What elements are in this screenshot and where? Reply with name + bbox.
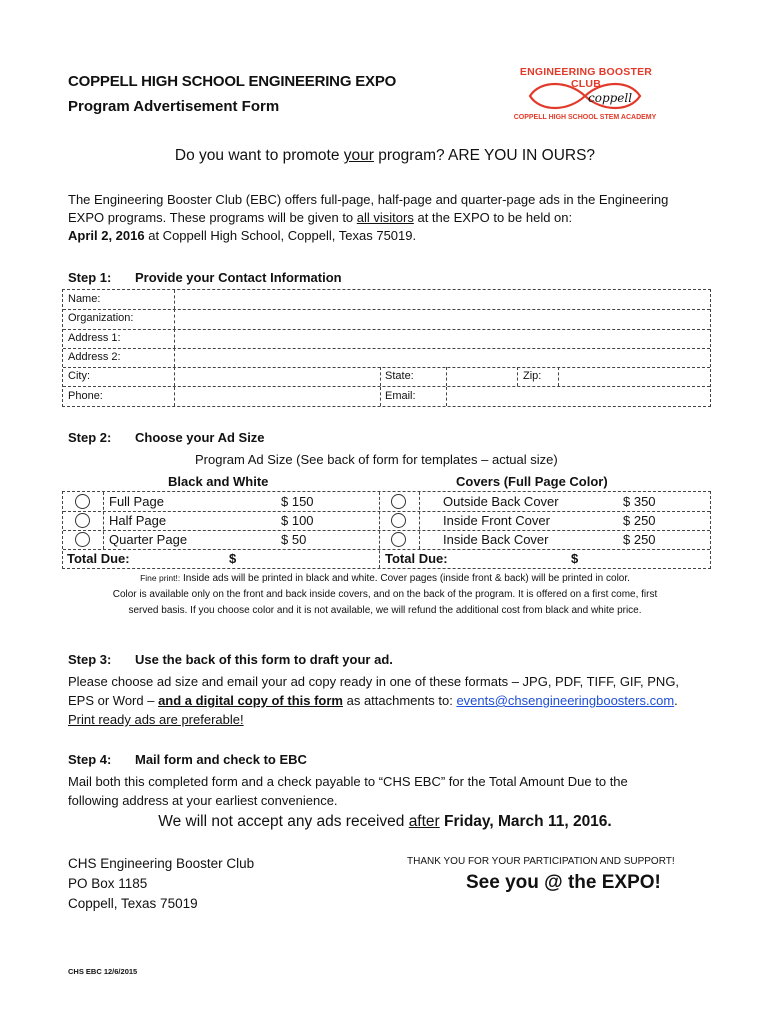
step2-label: Step 2: [68,430,112,445]
option-label: Full Page [109,494,164,509]
name-row[interactable]: Name: [63,290,710,310]
thank-you-note: THANK YOU FOR YOUR PARTICIPATION AND SUPPORT! [407,856,675,867]
option-label: Inside Back Cover [443,532,549,547]
option-price: $ 250 [623,513,656,528]
footer-code: CHS EBC 12/6/2015 [68,967,138,976]
step2-heading: Choose your Ad Size [135,430,265,445]
logo-script-text: coppell [588,91,633,105]
step1-heading: Provide your Contact Information [135,270,342,285]
ad-row [63,511,710,531]
option-label: Quarter Page [109,532,188,547]
step4-instructions: Mail both this completed form and a check payable to “CHS EBC” for the Total Amount Due to the following address at your earliest convenience. [68,774,628,808]
bw-total-label: Total Due: [67,551,130,566]
color-total-label: Total Due: [385,551,448,566]
bw-total-field[interactable]: $ [229,551,237,566]
option-price: $ 250 [623,532,656,547]
address1-row[interactable]: Address 1: [63,329,710,349]
step4-heading: Mail form and check to EBC [135,752,307,767]
form-subtitle: Program Advertisement Form [68,98,280,115]
full-page-radio[interactable] [75,494,90,509]
half-page-radio[interactable] [75,513,90,528]
address2-row[interactable]: Address 2: [63,348,710,368]
email-link[interactable]: events@chsengineeringboosters.com [456,693,675,708]
phone-email-row[interactable]: Phone: Email: [63,387,710,406]
step4-label: Step 4: [68,752,112,767]
option-price: $ 50 [281,532,307,547]
logo-top-text: ENGINEERING BOOSTER CLUB [519,66,653,90]
logo-bottom-text: COPPELL HIGH SCHOOL STEM ACADEMY [513,114,657,121]
ad-row [63,492,710,512]
mailing-address: CHS Engineering Booster Club PO Box 1185 Coppell, Texas 75019 [68,856,255,911]
contact-info-table [62,289,711,407]
step1-label: Step 1: [68,270,112,285]
inside-back-cover-radio[interactable] [391,532,406,547]
option-price: $ 100 [281,513,314,528]
color-column-header: Covers (Full Page Color) [456,474,608,489]
deadline-notice: We will not accept any ads received after Friday, March 11, 2016. [158,813,612,830]
ad-size-table [62,491,711,569]
option-label: Half Page [109,513,167,528]
see-you-banner: See you @ the EXPO! [466,872,661,893]
form-title: COPPELL HIGH SCHOOL ENGINEERING EXPO [68,73,397,90]
inside-front-cover-radio[interactable] [391,513,406,528]
step3-label: Step 3: [68,652,112,667]
ad-size-subheading: Program Ad Size (See back of form for templates – actual size) [195,452,558,467]
quarter-page-radio[interactable] [75,532,90,547]
headline: Do you want to promote your program? ARE YOU IN OURS? [174,147,596,164]
option-price: $ 350 [623,494,656,509]
infinity-loop-icon [520,76,650,114]
option-label: Inside Front Cover [443,513,550,528]
ad-row [63,530,710,550]
ebc-logo [510,66,660,128]
city-state-zip-row[interactable]: City: State: Zip: [63,367,710,387]
intro-paragraph: The Engineering Booster Club (EBC) offers full-page, half-page and quarter-page ads in the Engineering EXPO programs. These programs will be given to all visitors at the EXPO to be held on: April 2, 2016 at Coppell High School, Coppell, Texas 75019. [68,192,669,243]
step3-instructions: Please choose ad size and email your ad copy ready in one of these formats – JPG, PDF, TIFF, GIF, PNG, EPS or Word – and a digital copy of this form as attachments to: events@chsengineeringboosters.com. Print ready ads are preferable! [68,674,680,727]
option-label: Outside Back Cover [443,494,559,509]
color-total-field[interactable]: $ [571,551,579,566]
bw-column-header: Black and White [168,474,269,489]
step3-heading: Use the back of this form to draft your ad. [135,652,393,667]
fine-print: Fine print!: Inside ads will be printed in black and white. Cover pages (inside front & back) will be printed in color. Color is available only on the front and back inside covers, and on the back of the program. It is offered on a first come, first served basis. If you choose color and it is not available, we will refund the additional cost from black and white price. [112,573,658,616]
total-row [63,549,710,568]
outside-back-cover-radio[interactable] [391,494,406,509]
option-price: $ 150 [281,494,314,509]
organization-row[interactable]: Organization: [63,309,710,329]
